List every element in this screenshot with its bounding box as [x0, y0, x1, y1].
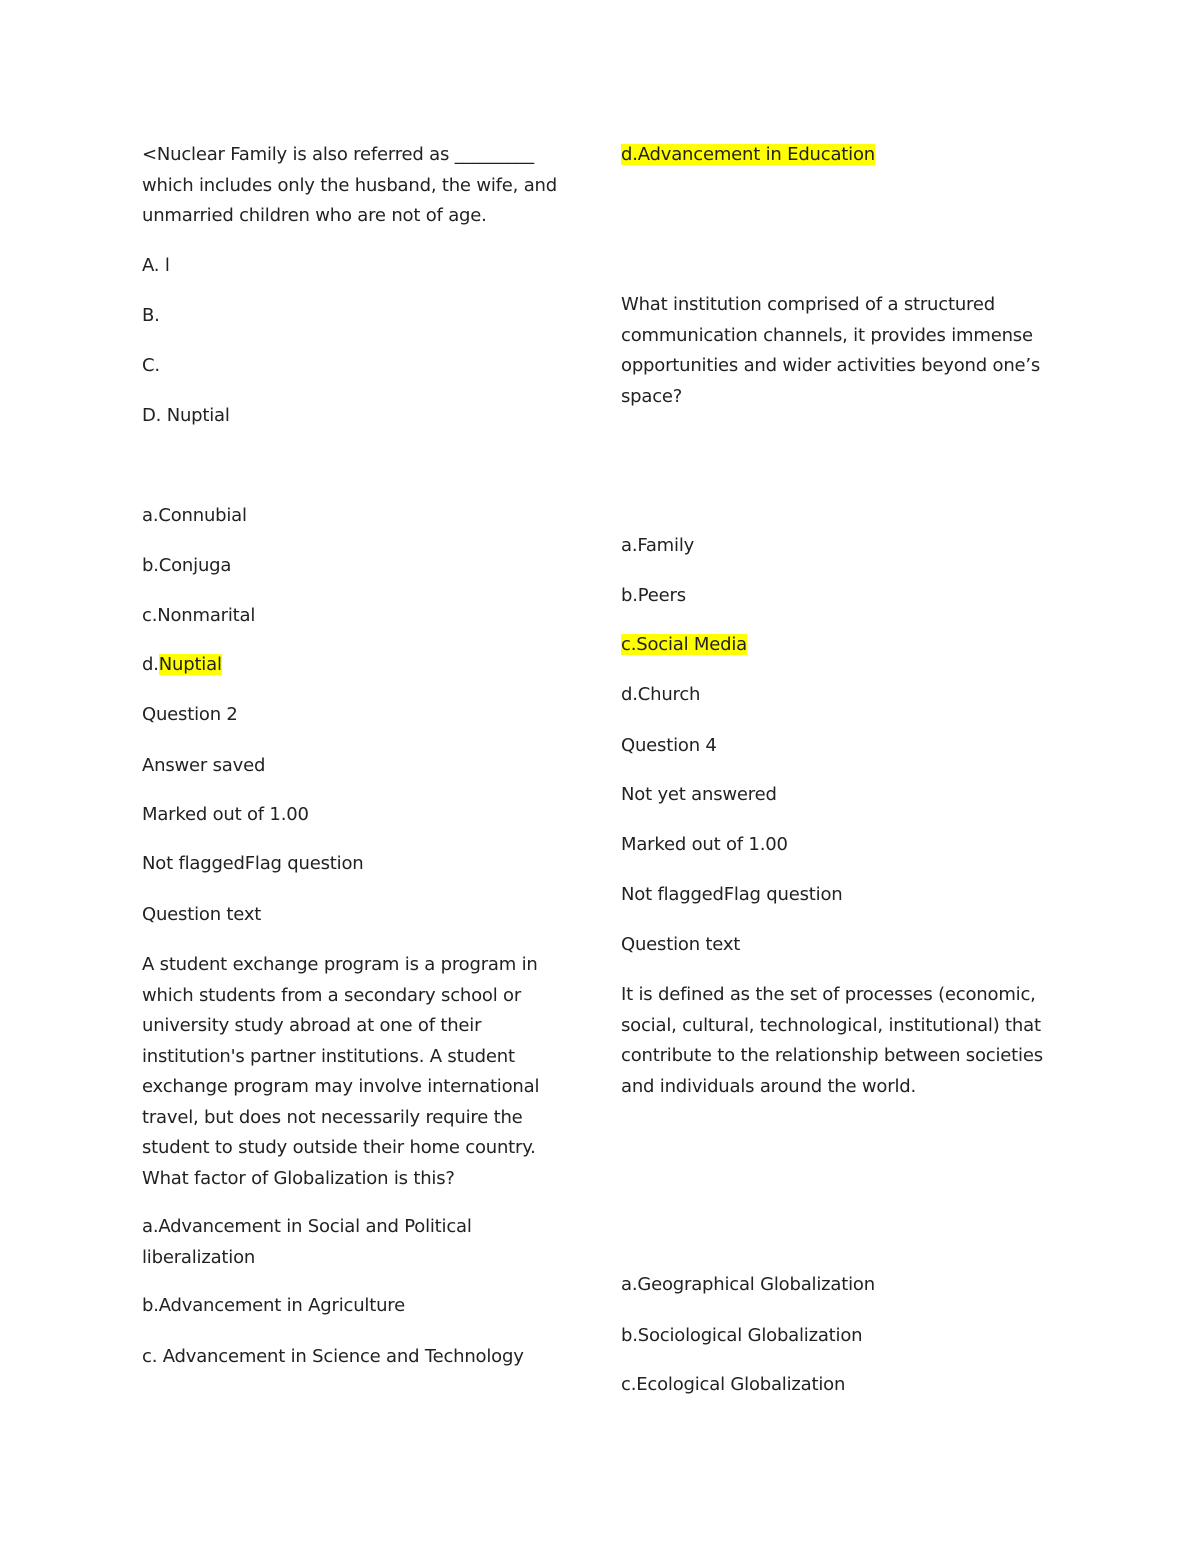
q2-choice-d [621, 140, 875, 170]
q3-question-text: What institution comprised of a structured communication channels, it provides immense opportunities and wider activities beyond one’s space? [621, 294, 1041, 407]
q1-choice-a: a.Connubial [142, 505, 247, 526]
q3-choice-c [621, 630, 747, 660]
q3-choice-a: a.Family [621, 535, 695, 556]
q1-option-b: B. [142, 305, 160, 326]
q4-flag: Not flaggedFlag question [621, 884, 843, 905]
q1-choice-d-prefix: d. [142, 654, 159, 675]
q3-choice-c-highlight: c.Social Media [621, 634, 747, 655]
q4-choice-a: a.Geographical Globalization [621, 1274, 875, 1295]
q1-choice-d [142, 650, 222, 680]
q1-option-c: C. [142, 355, 160, 376]
q4-marks: Marked out of 1.00 [621, 834, 788, 855]
q4-choice-c: c.Ecological Globalization [621, 1374, 846, 1395]
q2-marks: Marked out of 1.00 [142, 804, 309, 825]
q2-choice-c: c. Advancement in Science and Technology [142, 1346, 524, 1367]
q2-choice-b: b.Advancement in Agriculture [142, 1295, 405, 1316]
q4-label: Question 4 [621, 735, 717, 756]
q2-status: Answer saved [142, 755, 266, 776]
q2-question-text: A student exchange program is a program in which students from a secondary school or university study abroad at one of their institution's partner institutions. A student exchange program may involve international travel, but does not necessarily require the student to study outside their home country. What factor of Globalization is this? [142, 954, 540, 1189]
q3-choice-d: d.Church [621, 684, 701, 705]
q2-choice-d-highlight: d.Advancement in Education [621, 144, 875, 165]
q1-choice-b: b.Conjuga [142, 555, 232, 576]
q1-question-text: <Nuclear Family is also referred as _________ which includes only the husband, the wife, and unmarried children who are not of age. [142, 144, 557, 226]
q1-choice-c: c.Nonmarital [142, 605, 256, 626]
q4-question-text: It is defined as the set of processes (economic, social, cultural, technological, institutional) that contribute to the relationship between societies and individuals around the world. [621, 984, 1043, 1097]
q1-choice-d-answer-highlight: Nuptial [158, 654, 222, 675]
q4-status: Not yet answered [621, 784, 777, 805]
q3-choice-b: b.Peers [621, 585, 686, 606]
q2-label: Question 2 [142, 704, 238, 725]
q2-flag: Not flaggedFlag question [142, 853, 364, 874]
q1-option-d: D. Nuptial [142, 405, 230, 426]
q2-text-label: Question text [142, 904, 262, 925]
q1-option-a: A. l [142, 255, 170, 276]
q4-text-label: Question text [621, 934, 741, 955]
q2-choice-a: a.Advancement in Social and Political liberalization [142, 1216, 472, 1268]
q4-choice-b: b.Sociological Globalization [621, 1325, 863, 1346]
